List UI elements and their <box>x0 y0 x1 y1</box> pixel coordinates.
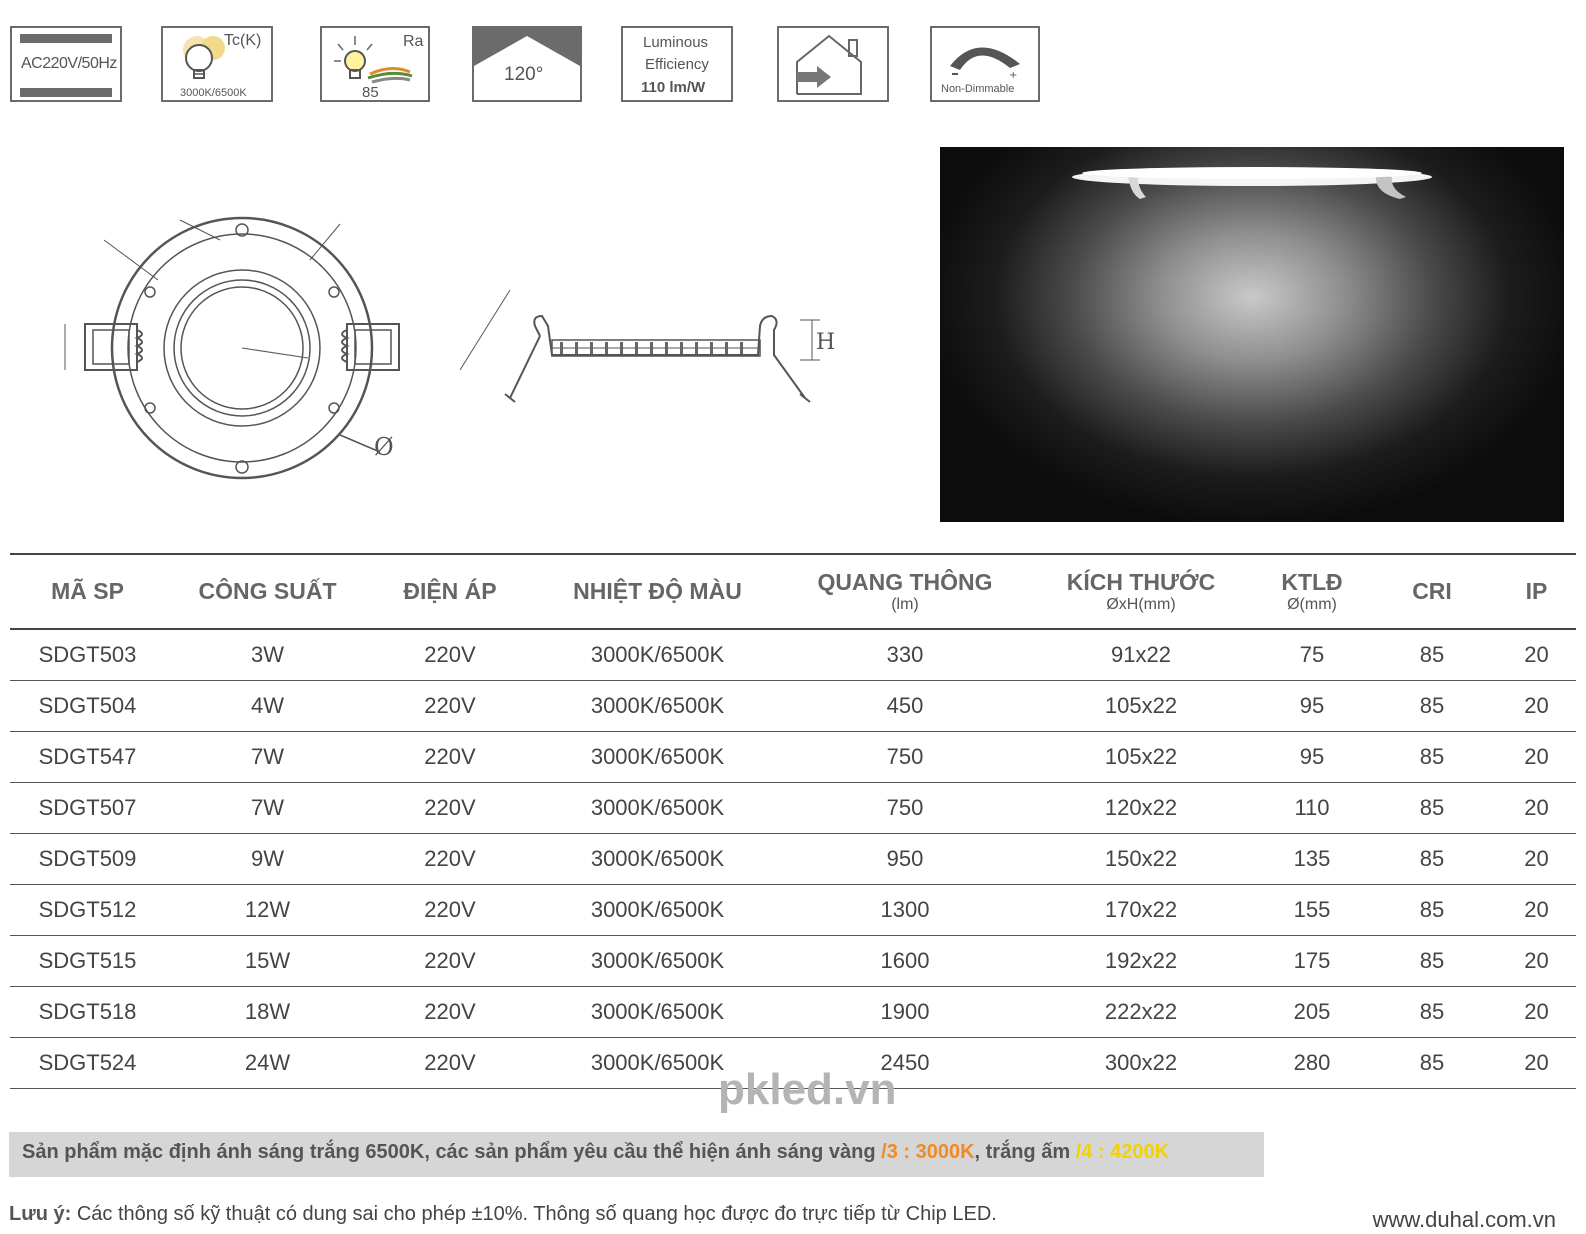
notice-warm-code: /3 : 3000K <box>881 1141 975 1163</box>
color-temp-label: Tc(K) <box>224 32 262 49</box>
column-header-unit: ØxH(mm) <box>1106 595 1176 613</box>
table-cell: 3000K/6500K <box>530 783 785 834</box>
table-cell: 1900 <box>785 987 1025 1038</box>
cri-value: 85 <box>362 84 379 101</box>
table-cell: 120x22 <box>1025 783 1257 834</box>
table-cell: 20 <box>1497 936 1576 987</box>
table-cell: 4W <box>165 681 370 732</box>
diameter-label: Ø <box>374 433 394 461</box>
table-cell: 105x22 <box>1025 681 1257 732</box>
table-cell: 3000K/6500K <box>530 936 785 987</box>
note-label: Lưu ý: <box>9 1203 72 1225</box>
table-cell: 7W <box>165 732 370 783</box>
table-cell: 20 <box>1497 629 1576 681</box>
table-cell: 95 <box>1257 681 1367 732</box>
table-cell: 15W <box>165 936 370 987</box>
table-cell: 205 <box>1257 987 1367 1038</box>
table-cell: 85 <box>1367 1038 1497 1089</box>
efficiency-line1: Luminous <box>643 34 709 51</box>
notice-neutral-code: /4 : 4200K <box>1075 1141 1170 1163</box>
column-header-label: KTLĐ <box>1281 568 1343 595</box>
notice-middle: , trắng ấm <box>974 1141 1076 1163</box>
technical-drawing <box>40 180 836 490</box>
efficiency-line2: Efficiency <box>645 56 709 73</box>
table-cell: 20 <box>1497 885 1576 936</box>
column-header <box>165 554 370 629</box>
table-cell: 20 <box>1497 834 1576 885</box>
table-cell: 85 <box>1367 732 1497 783</box>
color-rendering-icon <box>320 26 430 102</box>
table-row <box>10 681 1576 732</box>
voltage-spec-icon <box>10 26 122 102</box>
cri-label: Ra <box>403 33 424 50</box>
table-cell: 3000K/6500K <box>530 834 785 885</box>
table-cell: 95 <box>1257 732 1367 783</box>
column-header <box>1367 554 1497 629</box>
column-header <box>1257 554 1367 629</box>
column-header <box>370 554 530 629</box>
table-cell: SDGT503 <box>10 629 165 681</box>
column-header-label: IP <box>1525 578 1548 605</box>
table-header-row <box>10 554 1576 629</box>
table-cell: 300x22 <box>1025 1038 1257 1089</box>
table-row <box>10 629 1576 681</box>
table-cell: 3000K/6500K <box>530 885 785 936</box>
table-cell: SDGT507 <box>10 783 165 834</box>
table-cell: 7W <box>165 783 370 834</box>
table-row <box>10 783 1576 834</box>
table-cell: 20 <box>1497 987 1576 1038</box>
table-cell: 3W <box>165 629 370 681</box>
luminous-efficiency-icon <box>621 26 733 102</box>
notice-text <box>22 1141 1169 1164</box>
table-cell: 220V <box>370 1038 530 1089</box>
watermark: pkled.vn <box>718 1065 897 1114</box>
table-cell: SDGT515 <box>10 936 165 987</box>
column-header-unit: Ø(mm) <box>1287 595 1337 613</box>
indoor-house-icon <box>777 26 889 102</box>
table-cell: SDGT518 <box>10 987 165 1038</box>
column-header-label: CRI <box>1412 578 1452 605</box>
color-temperature-icon <box>161 26 273 102</box>
efficiency-value: 110 lm/W <box>641 79 706 96</box>
table-cell: SDGT512 <box>10 885 165 936</box>
note-text: Các thông số kỹ thuật có dung sai cho phép ±10%. Thông số quang học được đo trực tiếp từ Chip LED. <box>71 1203 997 1225</box>
column-header <box>1497 554 1576 629</box>
table-cell: 155 <box>1257 885 1367 936</box>
table-cell: SDGT509 <box>10 834 165 885</box>
dimension-drawing-svg <box>40 180 820 490</box>
column-header <box>530 554 785 629</box>
table-cell: 20 <box>1497 732 1576 783</box>
column-header-label: ĐIỆN ÁP <box>403 578 497 605</box>
table-cell: 24W <box>165 1038 370 1089</box>
table-cell: 170x22 <box>1025 885 1257 936</box>
table-cell: 85 <box>1367 987 1497 1038</box>
table-cell: 3000K/6500K <box>530 681 785 732</box>
product-photo <box>940 147 1564 522</box>
table-cell: 9W <box>165 834 370 885</box>
table-cell: 20 <box>1497 783 1576 834</box>
column-header-label: NHIỆT ĐỘ MÀU <box>573 578 742 605</box>
notice-main: Sản phẩm mặc định ánh sáng trắng 6500K, các sản phẩm yêu cầu thể hiện ánh sáng vàng <box>22 1141 882 1163</box>
table-cell: 85 <box>1367 834 1497 885</box>
table-cell: 220V <box>370 936 530 987</box>
table-cell: 175 <box>1257 936 1367 987</box>
table-cell: 20 <box>1497 1038 1576 1089</box>
table-cell: 280 <box>1257 1038 1367 1089</box>
column-header-label: CÔNG SUẤT <box>198 578 337 605</box>
table-cell: 220V <box>370 885 530 936</box>
column-header-label: QUANG THÔNG <box>817 568 993 595</box>
svg-text:+: + <box>1009 70 1018 81</box>
table-cell: 220V <box>370 987 530 1038</box>
table-cell: 1300 <box>785 885 1025 936</box>
beam-angle-icon <box>472 26 582 102</box>
height-label: H <box>816 330 836 355</box>
table-cell: 3000K/6500K <box>530 629 785 681</box>
table-cell: 150x22 <box>1025 834 1257 885</box>
table-cell: 750 <box>785 783 1025 834</box>
table-cell: 75 <box>1257 629 1367 681</box>
table-cell: 20 <box>1497 681 1576 732</box>
table-cell: 220V <box>370 629 530 681</box>
table-cell: 85 <box>1367 629 1497 681</box>
table-cell: SDGT547 <box>10 732 165 783</box>
table-row <box>10 936 1576 987</box>
table-cell: 135 <box>1257 834 1367 885</box>
table-cell: 220V <box>370 783 530 834</box>
column-header-label: KÍCH THƯỚC <box>1066 568 1216 595</box>
table-cell: 85 <box>1367 783 1497 834</box>
column-header-label: MÃ SP <box>51 578 124 605</box>
table-row <box>10 732 1576 783</box>
table-cell: 91x22 <box>1025 629 1257 681</box>
table-row <box>10 885 1576 936</box>
table-cell: 85 <box>1367 885 1497 936</box>
table-cell: 330 <box>785 629 1025 681</box>
table-cell: 450 <box>785 681 1025 732</box>
color-temp-value: 3000K/6500K <box>180 87 247 99</box>
table-cell: SDGT504 <box>10 681 165 732</box>
table-cell: SDGT524 <box>10 1038 165 1089</box>
notice-bar <box>9 1132 1264 1177</box>
column-header <box>1025 554 1257 629</box>
table-cell: 3000K/6500K <box>530 1038 785 1089</box>
footnote <box>9 1203 997 1226</box>
table-cell: 222x22 <box>1025 987 1257 1038</box>
table-cell: 18W <box>165 987 370 1038</box>
product-spec-table <box>10 553 1576 1089</box>
non-dimmable-icon <box>930 26 1040 102</box>
table-cell: 105x22 <box>1025 732 1257 783</box>
table-cell: 110 <box>1257 783 1367 834</box>
dimmable-label: Non-Dimmable <box>941 83 1015 95</box>
table-cell: 85 <box>1367 936 1497 987</box>
table-cell: 220V <box>370 681 530 732</box>
table-cell: 1600 <box>785 936 1025 987</box>
table-cell: 85 <box>1367 681 1497 732</box>
table-cell: 220V <box>370 834 530 885</box>
table-row <box>10 834 1576 885</box>
table-cell: 3000K/6500K <box>530 987 785 1038</box>
column-header <box>10 554 165 629</box>
voltage-label: AC220V/50Hz <box>21 55 117 72</box>
table-cell: 750 <box>785 732 1025 783</box>
beam-angle-value: 120° <box>504 64 544 85</box>
table-cell: 3000K/6500K <box>530 732 785 783</box>
column-header-unit: (lm) <box>891 595 919 613</box>
table-cell: 950 <box>785 834 1025 885</box>
website-url: www.duhal.com.vn <box>1372 1207 1556 1232</box>
table-row <box>10 987 1576 1038</box>
table-cell: 192x22 <box>1025 936 1257 987</box>
table-cell: 12W <box>165 885 370 936</box>
table-cell: 2450 <box>785 1038 1025 1089</box>
table-cell: 220V <box>370 732 530 783</box>
column-header <box>785 554 1025 629</box>
